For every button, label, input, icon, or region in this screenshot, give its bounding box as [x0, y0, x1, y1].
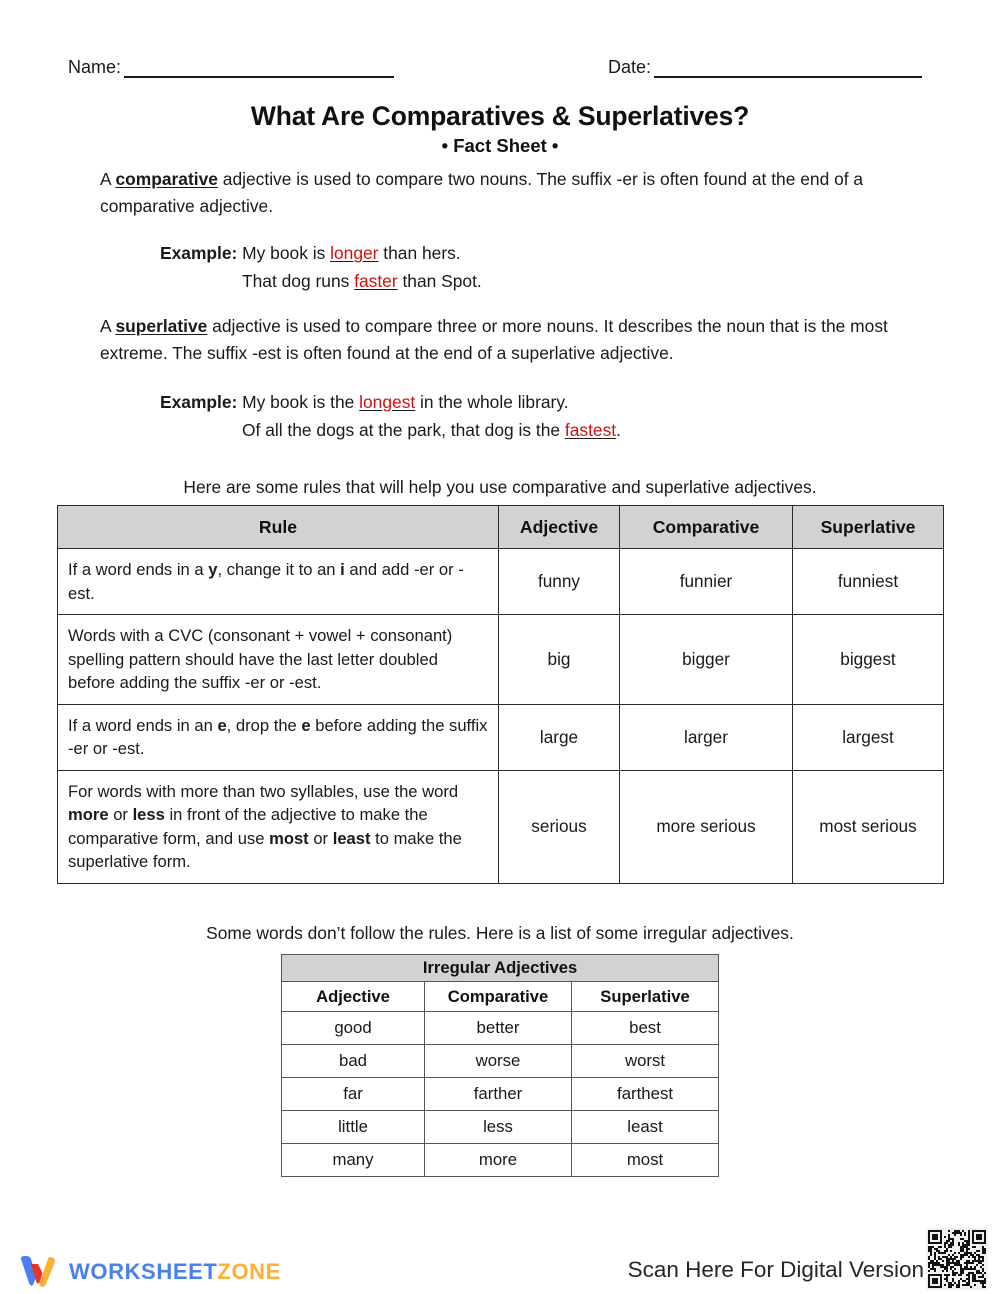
irregular-comparative-cell: better [425, 1012, 572, 1045]
rule-text: before adding the suffix -er or -est. [68, 715, 488, 758]
rule-emphasis: y [208, 560, 218, 579]
example-3-highlight: longest [359, 392, 416, 412]
irregular-superlative-cell: farthest [572, 1078, 719, 1111]
rule-text: or [308, 828, 333, 848]
rule-text: , drop the [226, 715, 302, 735]
irregular-adjective-cell: good [282, 1012, 425, 1045]
example-2-line [160, 267, 482, 295]
rule-cell [58, 549, 499, 615]
irregular-table-body [282, 1012, 719, 1177]
logo-mark-icon [18, 1255, 60, 1289]
logo-text-zone: ZONE [217, 1259, 281, 1284]
table-row [58, 549, 944, 615]
irregular-superlative-cell: best [572, 1012, 719, 1045]
comparative-cell: more serious [620, 770, 793, 883]
example-2-highlight: faster [354, 271, 398, 291]
irregular-adjective-cell: little [282, 1111, 425, 1144]
irregular-comparative-cell: worse [425, 1045, 572, 1078]
rule-text: or [108, 805, 133, 824]
adjective-cell: funny [499, 549, 620, 615]
adjective-cell: large [499, 704, 620, 770]
comparative-keyword: comparative [115, 169, 218, 189]
rules-header-rule: Rule [58, 506, 499, 549]
irregular-header-superlative: Superlative [572, 982, 719, 1012]
table-row [58, 770, 944, 883]
rule-text: to make the superlative form. [68, 828, 462, 871]
rule-emphasis: e [217, 715, 227, 735]
rules-table-header-row [58, 506, 944, 549]
superlative-paragraph [100, 313, 900, 367]
rule-emphasis: i [340, 560, 345, 579]
irregular-adjective-cell: bad [282, 1045, 425, 1078]
irregular-superlative-cell: least [572, 1111, 719, 1144]
irregular-comparative-cell: less [425, 1111, 572, 1144]
comparative-cell: bigger [620, 615, 793, 705]
rule-text: Words with a CVC (consonant + vowel + consonant) spelling pattern should have the last letter doubled before adding the suffix -er or -est. [68, 626, 453, 692]
superlative-keyword: superlative [115, 316, 208, 336]
example-4-highlight: fastest [564, 420, 617, 440]
superlative-cell: most serious [793, 770, 944, 883]
rules-table-body [58, 549, 944, 884]
date-label: Date: [607, 57, 651, 77]
table-row [58, 704, 944, 770]
name-date-row [68, 48, 922, 78]
list-item [282, 1111, 719, 1144]
superlative-cell: funniest [793, 549, 944, 615]
irregular-header-comparative: Comparative [425, 982, 572, 1012]
irregular-comparative-cell: farther [425, 1078, 572, 1111]
irregular-header-adjective: Adjective [282, 982, 425, 1012]
rule-text: in front of the adjective to make the comparative form, and use [68, 805, 428, 848]
rule-emphasis: e [301, 715, 311, 735]
example-3-after: in the whole library. [415, 392, 569, 412]
page-title: What Are Comparatives & Superlatives? [250, 101, 750, 131]
example-1-after: than hers. [378, 243, 461, 263]
example-1-highlight: longer [330, 243, 379, 263]
superlative-text-before: A [100, 316, 116, 336]
irregular-header-row [282, 982, 719, 1012]
rule-text: If a word ends in an [68, 715, 218, 735]
name-field-group [68, 57, 394, 78]
example-4-after: . [616, 420, 621, 440]
example-2-before: That dog runs [242, 271, 355, 291]
irregular-title-row [282, 955, 719, 982]
date-input-line[interactable] [654, 58, 922, 78]
rules-table [57, 505, 944, 884]
logo-wordmark [69, 1259, 281, 1285]
name-label: Name: [68, 57, 122, 77]
comparative-cell: funnier [620, 549, 793, 615]
list-item [282, 1144, 719, 1177]
rule-text: , change it to an [217, 560, 341, 579]
superlative-cell: largest [793, 704, 944, 770]
rules-intro-text: Here are some rules that will help you use comparative and superlative adjectives. [183, 477, 817, 497]
example-4-before: Of all the dogs at the park, that dog is the [242, 420, 565, 440]
irregular-adjective-cell: many [282, 1144, 425, 1177]
rule-emphasis: least [332, 828, 371, 848]
superlative-text-after: adjective is used to compare three or more nouns. It describes the noun that is the most extreme. The suffix -est is often found at the end of a superlative adjective. [100, 316, 888, 363]
rules-header-comparative: Comparative [620, 506, 793, 549]
name-input-line[interactable] [124, 58, 394, 78]
example-label-2: Example: [160, 392, 238, 412]
adjective-cell: serious [499, 770, 620, 883]
irregular-adjectives-table [281, 954, 719, 1177]
irregular-note-text: Some words don’t follow the rules. Here is a list of some irregular adjectives. [206, 923, 794, 943]
irregular-adjective-cell: far [282, 1078, 425, 1111]
rule-emphasis: most [269, 828, 309, 848]
page-subtitle: • Fact Sheet • [441, 135, 559, 156]
rule-emphasis: more [68, 805, 109, 824]
rule-cell [58, 615, 499, 705]
adjective-cell: big [499, 615, 620, 705]
irregular-comparative-cell: more [425, 1144, 572, 1177]
irregular-superlative-cell: worst [572, 1045, 719, 1078]
comparative-examples [160, 239, 482, 295]
comparative-paragraph [100, 166, 900, 220]
rules-header-adjective: Adjective [499, 506, 620, 549]
rule-emphasis: less [132, 805, 165, 824]
rule-text: For words with more than two syllables, use the word [68, 781, 459, 801]
rules-header-superlative: Superlative [793, 506, 944, 549]
list-item [282, 1078, 719, 1111]
example-2-after: than Spot. [397, 271, 482, 291]
scan-here-text: Scan Here For Digital Version [627, 1257, 924, 1282]
example-1-before: My book is [242, 243, 331, 263]
rule-text: and add -er or -est. [68, 560, 464, 603]
comparative-text-after: adjective is used to compare two nouns. The suffix -er is often found at the end of a comparative adjective. [100, 169, 864, 216]
comparative-text-before: A [100, 169, 116, 189]
superlative-examples [160, 388, 621, 444]
worksheet-zone-logo[interactable] [18, 1252, 281, 1292]
list-item [282, 1045, 719, 1078]
comparative-cell: larger [620, 704, 793, 770]
irregular-table-title: Irregular Adjectives [282, 955, 719, 982]
list-item [282, 1012, 719, 1045]
rule-cell [58, 704, 499, 770]
superlative-cell: biggest [793, 615, 944, 705]
date-field-group [608, 57, 922, 78]
rule-text: If a word ends in a [68, 560, 209, 579]
example-3-before: My book is the [242, 392, 360, 412]
irregular-superlative-cell: most [572, 1144, 719, 1177]
rule-cell [58, 770, 499, 883]
logo-text-worksheet: WORKSHEET [69, 1259, 218, 1284]
example-4-line [160, 416, 621, 444]
example-label-1: Example: [160, 243, 238, 263]
qr-code[interactable] [926, 1228, 988, 1290]
table-row [58, 615, 944, 705]
